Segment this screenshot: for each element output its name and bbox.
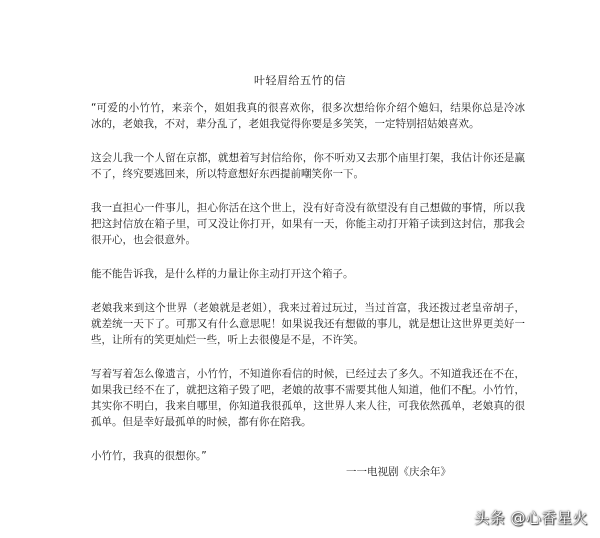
paragraph-3: 我一直担心一件事儿，担心你活在这个世上，没有好奇没有欲望没有自己想做的事情，所以我把这封信放在箱子里，可又没让你打开，如果有一天，你能主动打开箱子读到这封信，那我会很开心，也会很意外。 (91, 202, 525, 246)
paragraph-5: 老娘我来到这个世界（老娘就是老姐），我来过着过玩过，当过首富，我还拨过老皇帝胡子，就差统一天下了。可那又有什么意思呢！如果说我还有想做的事儿，就是想让这世界更美好一些，让所有的笑更灿烂一些，听上去很傻是不是，不许笑。 (91, 302, 525, 346)
paragraph-4: 能不能告诉我，是什么样的力量让你主动打开这个箱子。 (91, 268, 354, 280)
watermark: 头条 @心香星火 (474, 509, 588, 527)
closing-line: 小竹竹，我真的很想你。” (91, 450, 207, 462)
page-title: 叶轻眉给五竹的信 (254, 74, 346, 87)
paragraph-6: 写着写着怎么像遗言，小竹竹，不知道你看信的时候，已经过去了多久。不知道我还在不在，如果我已经不在了，就把这箱子毁了吧，老娘的故事不需要其他人知道，他们不配。小竹竹，其实你不明白，我来自哪里，你知道我很孤单，这世界人来人往，可我依然孤单，老娘真的很孤单。但是幸好最孤单的时候，都有你在陪我。 (91, 368, 525, 428)
paragraph-2: 这会儿我一个人留在京都，就想着写封信给你，你不听劝又去那个庙里打架，我估计你还是赢不了，终究要逃回来，所以特意想好东西提前嘲笑你一下。 (91, 152, 525, 180)
source-attribution: 一一电视剧《庆余年》 (346, 466, 451, 478)
letter-body (91, 100, 525, 480)
paragraph-1: “可爱的小竹竹，来亲个，姐姐我真的很喜欢你，很多次想给你介绍个媳妇，结果你总是冷冰冰的，老娘我，不对，辈分乱了，老姐我觉得你要是多笑笑，一定特别招姑娘喜欢。 (91, 102, 525, 130)
